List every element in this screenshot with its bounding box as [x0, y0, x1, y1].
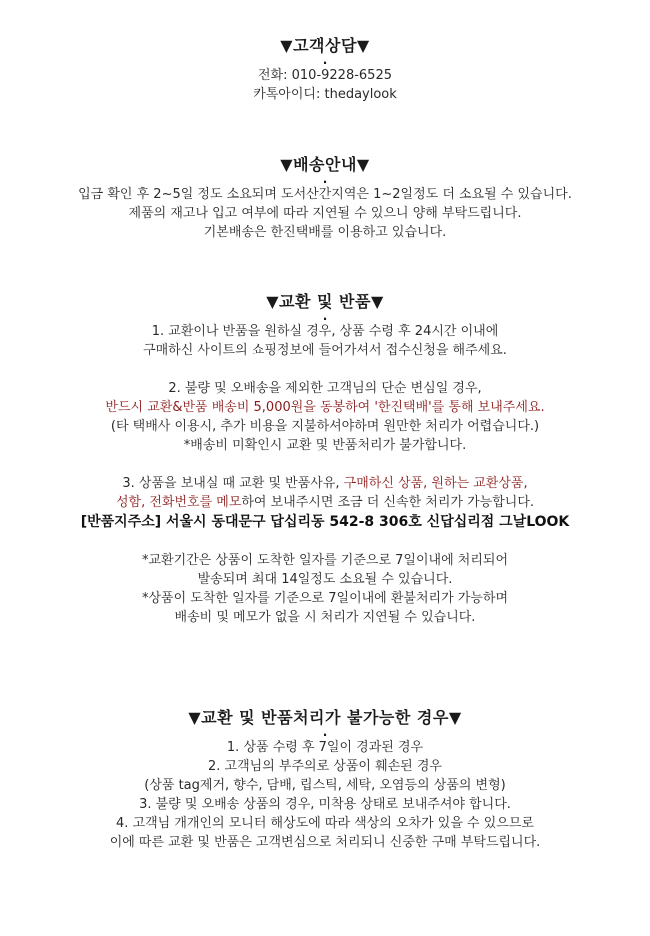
exchange-note: 발송되며 최대 14일정도 소요될 수 있습니다.: [197, 572, 453, 587]
return-address: [반품지주소] 서울시 동대문구 답십리동 542-8 306호 신답십리점 그날LOOK: [80, 514, 570, 530]
exchange-p3-text: 3. 상품을 보내실 때 교환 및 반품사유,: [122, 476, 344, 491]
exchange-p2-line3: (타 택배사 이용시, 추가 비용을 지불하셔야하며 원만한 처리가 어렵습니다.): [110, 419, 540, 434]
consult-title: ▼고객상담▼: [280, 36, 370, 55]
exchange-note: 배송비 및 메모가 없을 시 처리가 지연될 수 있습니다.: [174, 610, 476, 625]
impossible-title: ▼교환 및 반품처리가 불가능한 경우▼: [188, 708, 462, 727]
shipping-line: 제품의 재고나 입고 여부에 따라 지연될 수 있으니 양해 부탁드립니다.: [128, 206, 522, 221]
exchange-title: ▼교환 및 반품▼: [266, 292, 384, 311]
exchange-p2-line4: *배송비 미확인시 교환 및 반품처리가 불가합니다.: [183, 438, 467, 453]
impossible-dot: .: [322, 725, 328, 739]
impossible-line: 4. 고객님 개개인의 모니터 해상도에 따라 색상의 오차가 있을 수 있으므로: [116, 816, 534, 831]
exchange-p3-highlight: 성함, 전화번호를 메모: [115, 495, 242, 510]
exchange-p3-line2: [0, 493, 650, 512]
consult-phone: 전화: 010-9228-6525: [258, 68, 392, 83]
exchange-p3-text: 하여 보내주시면 조금 더 신속한 처리가 가능합니다.: [241, 495, 535, 510]
impossible-line: 3. 불량 및 오배송 상품의 경우, 미착용 상태로 보내주셔야 합니다.: [139, 797, 511, 812]
impossible-section: [0, 708, 650, 852]
consult-section: [0, 36, 650, 104]
exchange-p2-shipping-fee-notice: 반드시 교환&반품 배송비 5,000원을 동봉하여 '한진택배'를 통해 보내주세요.: [105, 400, 545, 415]
impossible-line: 2. 고객님의 부주의로 상품이 훼손된 경우: [208, 759, 442, 774]
exchange-p1-line: 구매하신 사이트의 쇼핑정보에 들어가셔서 접수신청을 해주세요.: [143, 343, 507, 358]
shipping-title: ▼배송안내▼: [280, 155, 370, 174]
shipping-line: 입금 확인 후 2~5일 정도 소요되며 도서산간지역은 1~2일정도 더 소요될 수 있습니다.: [78, 187, 572, 202]
shipping-dot: .: [322, 172, 328, 186]
exchange-section: [0, 292, 650, 627]
exchange-p3-highlight: 구매하신 상품, 원하는 교환상품,: [343, 476, 528, 491]
shipping-section: [0, 155, 650, 242]
consult-dot: .: [322, 53, 328, 67]
impossible-line: 이에 따른 교환 및 반품은 고객변심으로 처리되니 신중한 구매 부탁드립니다.: [109, 835, 541, 850]
exchange-dot: .: [322, 309, 328, 323]
impossible-line: (상품 tag제거, 향수, 담배, 립스틱, 세탁, 오염등의 상품의 변형): [144, 778, 506, 793]
impossible-line: 1. 상품 수령 후 7일이 경과된 경우: [226, 740, 424, 755]
exchange-note: *교환기간은 상품이 도착한 일자를 기준으로 7일이내에 처리되어: [141, 553, 509, 568]
exchange-p2-line1: 2. 불량 및 오배송을 제외한 고객님의 단순 변심일 경우,: [168, 381, 482, 396]
consult-kakao: 카톡아이디: thedaylook: [253, 87, 397, 102]
shipping-line: 기본배송은 한진택배를 이용하고 있습니다.: [203, 225, 447, 240]
exchange-p1-line: 1. 교환이나 반품을 원하실 경우, 상품 수령 후 24시간 이내에: [151, 324, 499, 339]
exchange-note: *상품이 도착한 일자를 기준으로 7일이내에 환불처리가 가능하며: [141, 591, 509, 606]
exchange-p3-line1: [0, 474, 650, 493]
